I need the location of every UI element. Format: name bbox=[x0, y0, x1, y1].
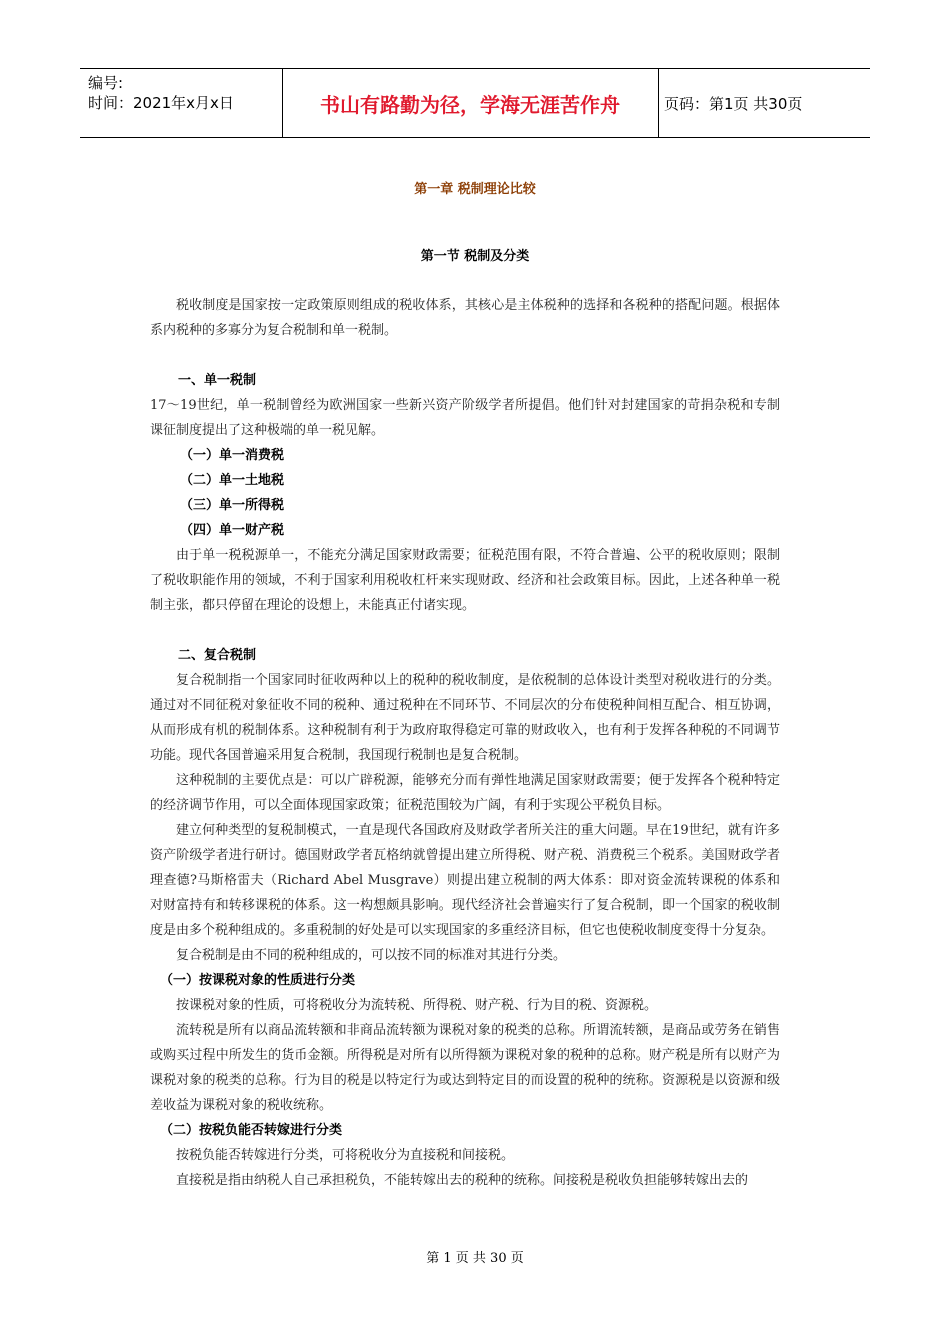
part2-heading: 二、复合税制 bbox=[178, 648, 257, 663]
paragraph: 复合税制指一个国家同时征收两种以上的税种的税收制度，是依税制的总体设计类型对税收进行的分类。通过对不同征税对象征收不同的税种、通过税种在不同环节、不同层次的分布使税种间相互配合、相互协调，从而形成有机的税制体系。这种税制有利于为政府取得稳定可靠的财政收入，也有利于发挥各种税的不同调节功能。现代各国普遍采用复合税制，我国现行税制也是复合税制。 bbox=[150, 673, 780, 763]
paragraph: 建立何种类型的复税制模式，一直是现代各国政府及财政学者所关注的重大问题。早在19世纪，就有许多资产阶级学者进行研讨。德国财政学者瓦格纳就曾提出建立所得税、财产税、消费税三个税系。美国财政学者理查德?马斯格雷夫（Richard Abel Musgrave）则提出建立税制的两大体系：即对资金流转课税的体系和对财富持有和转移课税的体系。这一构想颇具影响。现代经济社会普遍实行了复合税制，即一个国家的税收制度是由多个税种组成的。多重税制的好处是可以实现国家的多重经济目标，但它也使税收制度变得十分复杂。 bbox=[150, 823, 780, 938]
list-item: （四）单一财产税 bbox=[180, 523, 285, 538]
section-title: 第一节 税制及分类 bbox=[420, 249, 530, 264]
document-body bbox=[150, 293, 780, 1193]
paragraph: 由于单一税税源单一，不能充分满足国家财政需要；征税范围有限，不符合普遍、公平的税收原则；限制了税收职能作用的领域，不利于国家利用税收杠杆来实现财政、经济和社会政策目标。因此，上述各种单一税制主张，都只停留在理论的设想上，未能真正付诸实现。 bbox=[150, 548, 780, 613]
paragraph: 直接税是指由纳税人自己承担税负，不能转嫁出去的税种的统称。间接税是税收负担能够转嫁出去的 bbox=[176, 1173, 749, 1188]
header-motto: 书山有路勤为径，学海无涯苦作舟 bbox=[320, 92, 620, 117]
header-page-info: 页码：第1页 共30页 bbox=[664, 95, 803, 113]
paragraph: 复合税制是由不同的税种组成的，可以按不同的标准对其进行分类。 bbox=[176, 948, 567, 963]
paragraph: 按税负能否转嫁进行分类，可将税收分为直接税和间接税。 bbox=[176, 1148, 515, 1163]
header-left bbox=[88, 73, 234, 113]
chapter-title: 第一章 税制理论比较 bbox=[414, 182, 536, 197]
header-divider bbox=[658, 69, 659, 137]
time-label: 时间：2021年x月x日 bbox=[88, 94, 234, 112]
list-item: （二）单一土地税 bbox=[180, 473, 285, 488]
page-header bbox=[80, 68, 870, 138]
paragraph: 这种税制的主要优点是：可以广辟税源，能够充分而有弹性地满足国家财政需要；便于发挥各个税种特定的经济调节作用，可以全面体现国家政策；征税范围较为广阔，有利于实现公平税负目标。 bbox=[150, 773, 780, 813]
paragraph: 流转税是所有以商品流转额和非商品流转额为课税对象的税类的总称。所谓流转额，是商品或劳务在销售或购买过程中所发生的货币金额。所得税是对所有以所得额为课税对象的税种的总称。财产税是所有以财产为课税对象的税类的总称。行为目的税是以特定行为或达到特定目的而设置的税种的统称。资源税是以资源和级差收益为课税对象的税收统称。 bbox=[150, 1023, 780, 1113]
paragraph: 按课税对象的性质，可将税收分为流转税、所得税、财产税、行为目的税、资源税。 bbox=[176, 998, 658, 1013]
number-label: 编号: bbox=[88, 74, 124, 92]
list-item: （三）单一所得税 bbox=[180, 498, 285, 513]
part1-heading: 一、单一税制 bbox=[178, 373, 257, 388]
intro-paragraph: 税收制度是国家按一定政策原则组成的税收体系，其核心是主体税种的选择和各税种的搭配问题。根据体系内税种的多寡分为复合税制和单一税制。 bbox=[150, 298, 780, 338]
subsection-heading: （二）按税负能否转嫁进行分类 bbox=[160, 1123, 343, 1138]
page-footer: 第 1 页 共 30 页 bbox=[426, 1251, 524, 1266]
paragraph: 17～19世纪，单一税制曾经为欧洲国家一些新兴资产阶级学者所提倡。他们针对封建国家的苛捐杂税和专制课征制度提出了这种极端的单一税见解。 bbox=[150, 398, 780, 438]
subsection-heading: （一）按课税对象的性质进行分类 bbox=[160, 973, 356, 988]
list-item: （一）单一消费税 bbox=[180, 448, 285, 463]
